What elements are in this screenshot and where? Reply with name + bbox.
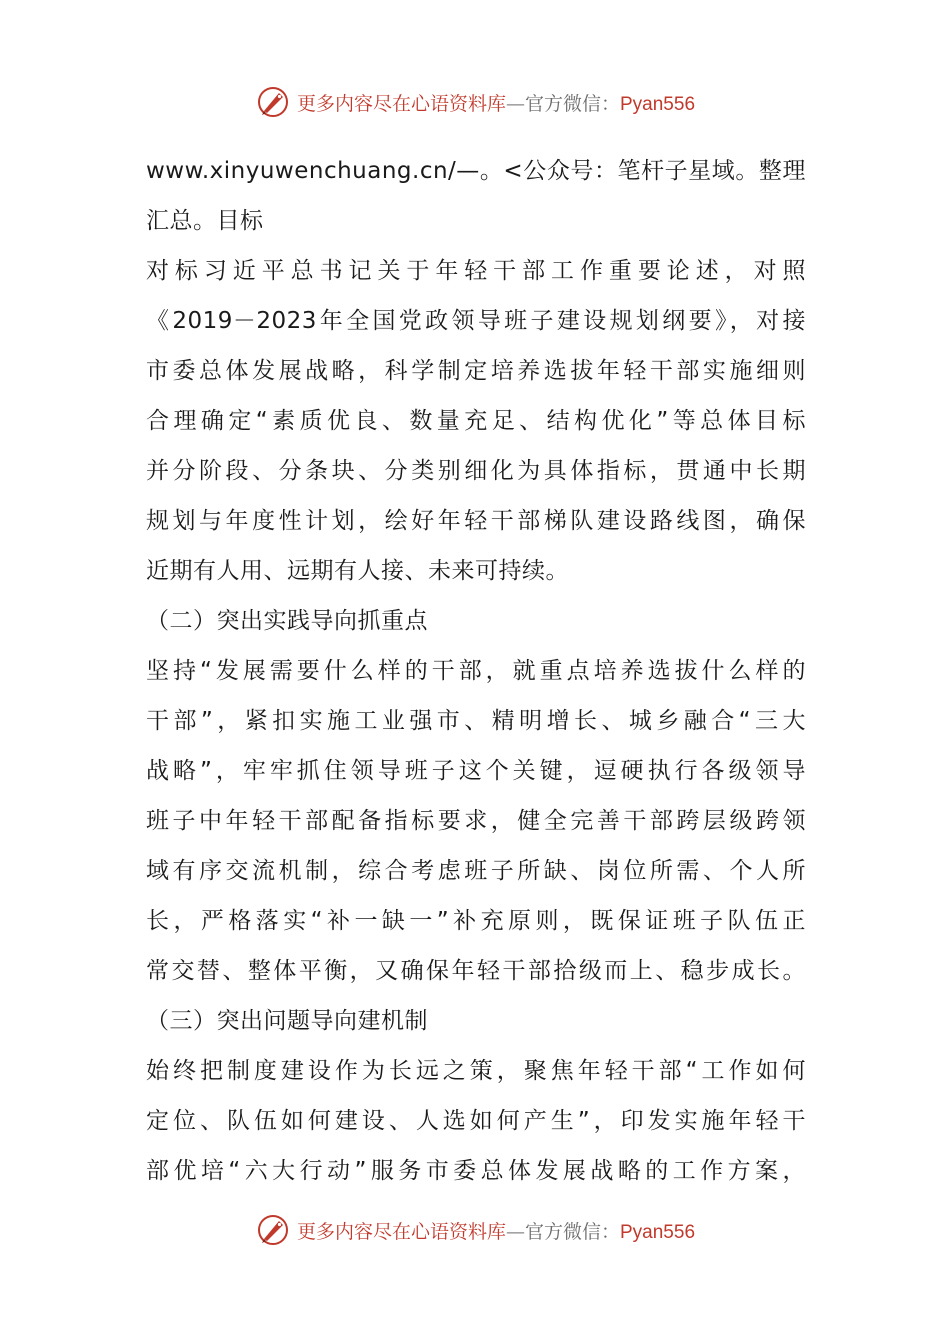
watermark-wechat-id: Pyan556 <box>620 93 696 115</box>
body-line: 规划与年度性计划，绘好年轻干部梯队建设路线图，确保 <box>146 508 806 534</box>
body-line: 《2019－2023年全国党政领导班子建设规划纲要》，对接 <box>146 308 806 334</box>
body-line: 战略”，牢牢抓住领导班子这个关键，逗硬执行各级领导 <box>146 758 806 784</box>
watermark-site-name: 更多内容尽在心语资料库 <box>296 92 506 115</box>
watermark-wechat-label: 官方微信： <box>524 92 620 115</box>
document-body <box>146 146 806 1196</box>
body-line: 常交替、整体平衡，又确保年轻干部拾级而上、稳步成长。 <box>146 958 806 984</box>
watermark-group <box>255 84 695 120</box>
watermark-separator: — <box>505 92 525 115</box>
body-line: 对标习近平总书记关于年轻干部工作重要论述，对照 <box>146 258 806 284</box>
pen-nib-logo-icon <box>255 1212 291 1248</box>
body-line: 合理确定“素质优良、数量充足、结构优化”等总体目标 <box>146 408 806 434</box>
footer-watermark-banner <box>0 1206 950 1254</box>
body-line: www.xinyuwenchuang.cn/—。<公众号：笔杆子星域。整理 <box>146 158 806 184</box>
body-line: 并分阶段、分条块、分类别细化为具体指标，贯通中长期 <box>146 458 806 484</box>
body-line: 近期有人用、远期有人接、未来可持续。 <box>146 558 569 584</box>
watermark-site-name: 更多内容尽在心语资料库 <box>296 1220 506 1243</box>
body-line: 长，严格落实“补一缺一”补充原则，既保证班子队伍正 <box>146 908 806 934</box>
body-line: 定位、队伍如何建设、人选如何产生”，印发实施年轻干 <box>146 1108 806 1134</box>
body-line: 干部”，紧扣实施工业强市、精明增长、城乡融合“三大 <box>146 708 806 734</box>
body-line: 市委总体发展战略，科学制定培养选拔年轻干部实施细则 <box>146 358 806 384</box>
header-watermark-banner <box>0 78 950 126</box>
body-line: 汇总。目标 <box>146 208 264 234</box>
body-line: 域有序交流机制，综合考虑班子所缺、岗位所需、个人所 <box>146 858 806 884</box>
watermark-wechat-label: 官方微信： <box>524 1220 620 1243</box>
watermark-text <box>297 1217 695 1244</box>
pen-nib-logo-icon <box>255 84 291 120</box>
section-heading: （二）突出实践导向抓重点 <box>146 608 428 634</box>
body-line: 坚持“发展需要什么样的干部，就重点培养选拔什么样的 <box>146 658 806 684</box>
watermark-text <box>297 89 695 116</box>
body-line: 班子中年轻干部配备指标要求，健全完善干部跨层级跨领 <box>146 808 806 834</box>
body-line: 部优培“六大行动”服务市委总体发展战略的工作方案， <box>146 1158 806 1184</box>
section-heading: （三）突出问题导向建机制 <box>146 1008 428 1034</box>
body-line: 始终把制度建设作为长远之策，聚焦年轻干部“工作如何 <box>146 1058 806 1084</box>
watermark-group <box>255 1212 695 1248</box>
watermark-wechat-id: Pyan556 <box>620 1221 696 1243</box>
watermark-separator: — <box>505 1220 525 1243</box>
